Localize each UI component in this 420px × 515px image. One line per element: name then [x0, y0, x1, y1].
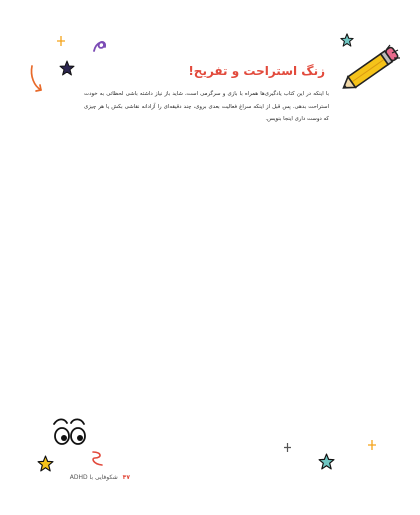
eyes-icon [52, 418, 88, 448]
star-icon [59, 60, 75, 76]
sparkle-icon [57, 36, 65, 46]
sparkle-icon [284, 443, 291, 452]
book-title-footer: شکوفایی با ADHD [69, 474, 118, 481]
sparkle-icon [368, 440, 376, 450]
squiggle-icon [90, 450, 106, 468]
curved-arrow-icon [28, 64, 46, 96]
body-paragraph: با اینکه در این کتاب یادگیری‌ها همراه با بازی و سرگرمی است، شاید باز نیاز داشته باشی لحظاتی به خودت استراحت بدهی. پس قبل از اینکه سراغ فعالیت بعدی بروی، چند دقیقه‌ای را آزادانه نقاشی بکش یا هر چیزی که دوست داری اینجا بنویس. [84, 91, 329, 122]
squiggle-icon [92, 38, 108, 54]
pencil-icon [338, 44, 408, 94]
star-icon [318, 453, 335, 470]
star-icon [37, 455, 54, 472]
page-footer [60, 474, 130, 481]
page-number: ۴۷ [122, 474, 130, 481]
page-title: زنگ استراحت و تفریح! [188, 64, 325, 78]
star-icon [340, 33, 354, 47]
